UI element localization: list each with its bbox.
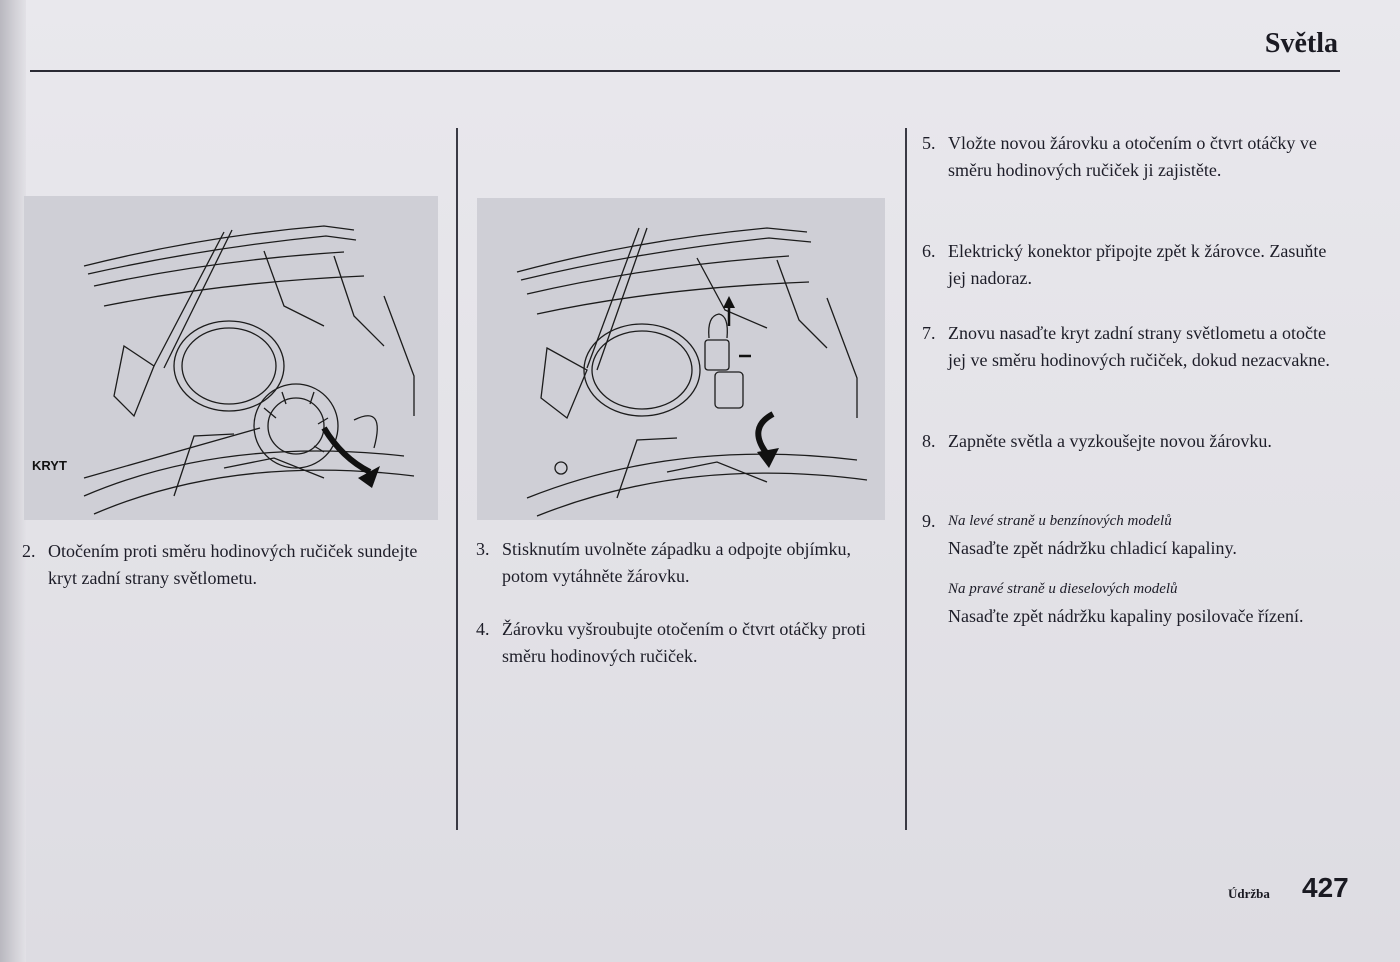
bulb-socket-illustration (477, 198, 885, 520)
step-9-diesel-text: Nasaďte zpět nádržku kapaliny posilovače řízení. (948, 606, 1304, 626)
step-9-petrol-text: Nasaďte zpět nádržku chladicí kapaliny. (948, 538, 1237, 558)
step-7 (922, 320, 1332, 374)
step-4-text: Žárovku vyšroubujte otočením o čtvrt otáčky proti směru hodinových ručiček. (502, 619, 866, 666)
column-divider-2 (905, 128, 907, 830)
step-6-text: Elektrický konektor připojte zpět k žárovce. Zasuňte jej nadoraz. (948, 241, 1327, 288)
page-spine-shadow (0, 0, 26, 962)
step-8-number: 8. (922, 431, 936, 451)
step-4-number: 4. (476, 619, 490, 639)
page-number: 427 (1302, 872, 1349, 903)
figure-remove-bulb (477, 198, 885, 520)
step-6-number: 6. (922, 241, 936, 261)
step-2-number: 2. (22, 541, 36, 561)
figure-callout-cover: KRYT (32, 458, 67, 473)
step-6 (922, 238, 1332, 292)
step-9 (922, 508, 1342, 630)
step-4 (476, 616, 896, 670)
step-7-number: 7. (922, 323, 936, 343)
figure-remove-cover (24, 196, 438, 520)
step-2-text: Otočením proti směru hodinových ručiček sundejte kryt zadní strany světlometu. (48, 541, 418, 588)
step-9-diesel-heading: Na pravé straně u dieselových modelů (948, 581, 1178, 597)
step-9-petrol-heading: Na levé straně u benzínových modelů (948, 513, 1172, 529)
column-divider-1 (456, 128, 458, 830)
step-2 (22, 538, 447, 592)
step-5 (922, 130, 1332, 184)
step-3 (476, 536, 896, 590)
step-3-number: 3. (476, 539, 490, 559)
step-3-text: Stisknutím uvolněte západku a odpojte objímku, potom vytáhněte žárovku. (502, 539, 851, 586)
step-8-text: Zapněte světla a vyzkoušejte novou žárovku. (948, 431, 1272, 451)
step-9-number: 9. (922, 511, 936, 531)
page-title: Světla (1264, 28, 1338, 59)
footer-section-name: Údržba (1228, 886, 1270, 901)
step-5-text: Vložte novou žárovku a otočením o čtvrt otáčky ve směru hodinových ručiček ji zajistěte. (948, 133, 1317, 180)
step-7-text: Znovu nasaďte kryt zadní strany světlometu a otočte jej ve směru hodinových ručiček, dokud nezacvakne. (948, 323, 1330, 370)
header-rule (30, 70, 1340, 72)
step-8 (922, 428, 1332, 455)
headlight-cover-illustration (24, 196, 438, 520)
step-5-number: 5. (922, 133, 936, 153)
